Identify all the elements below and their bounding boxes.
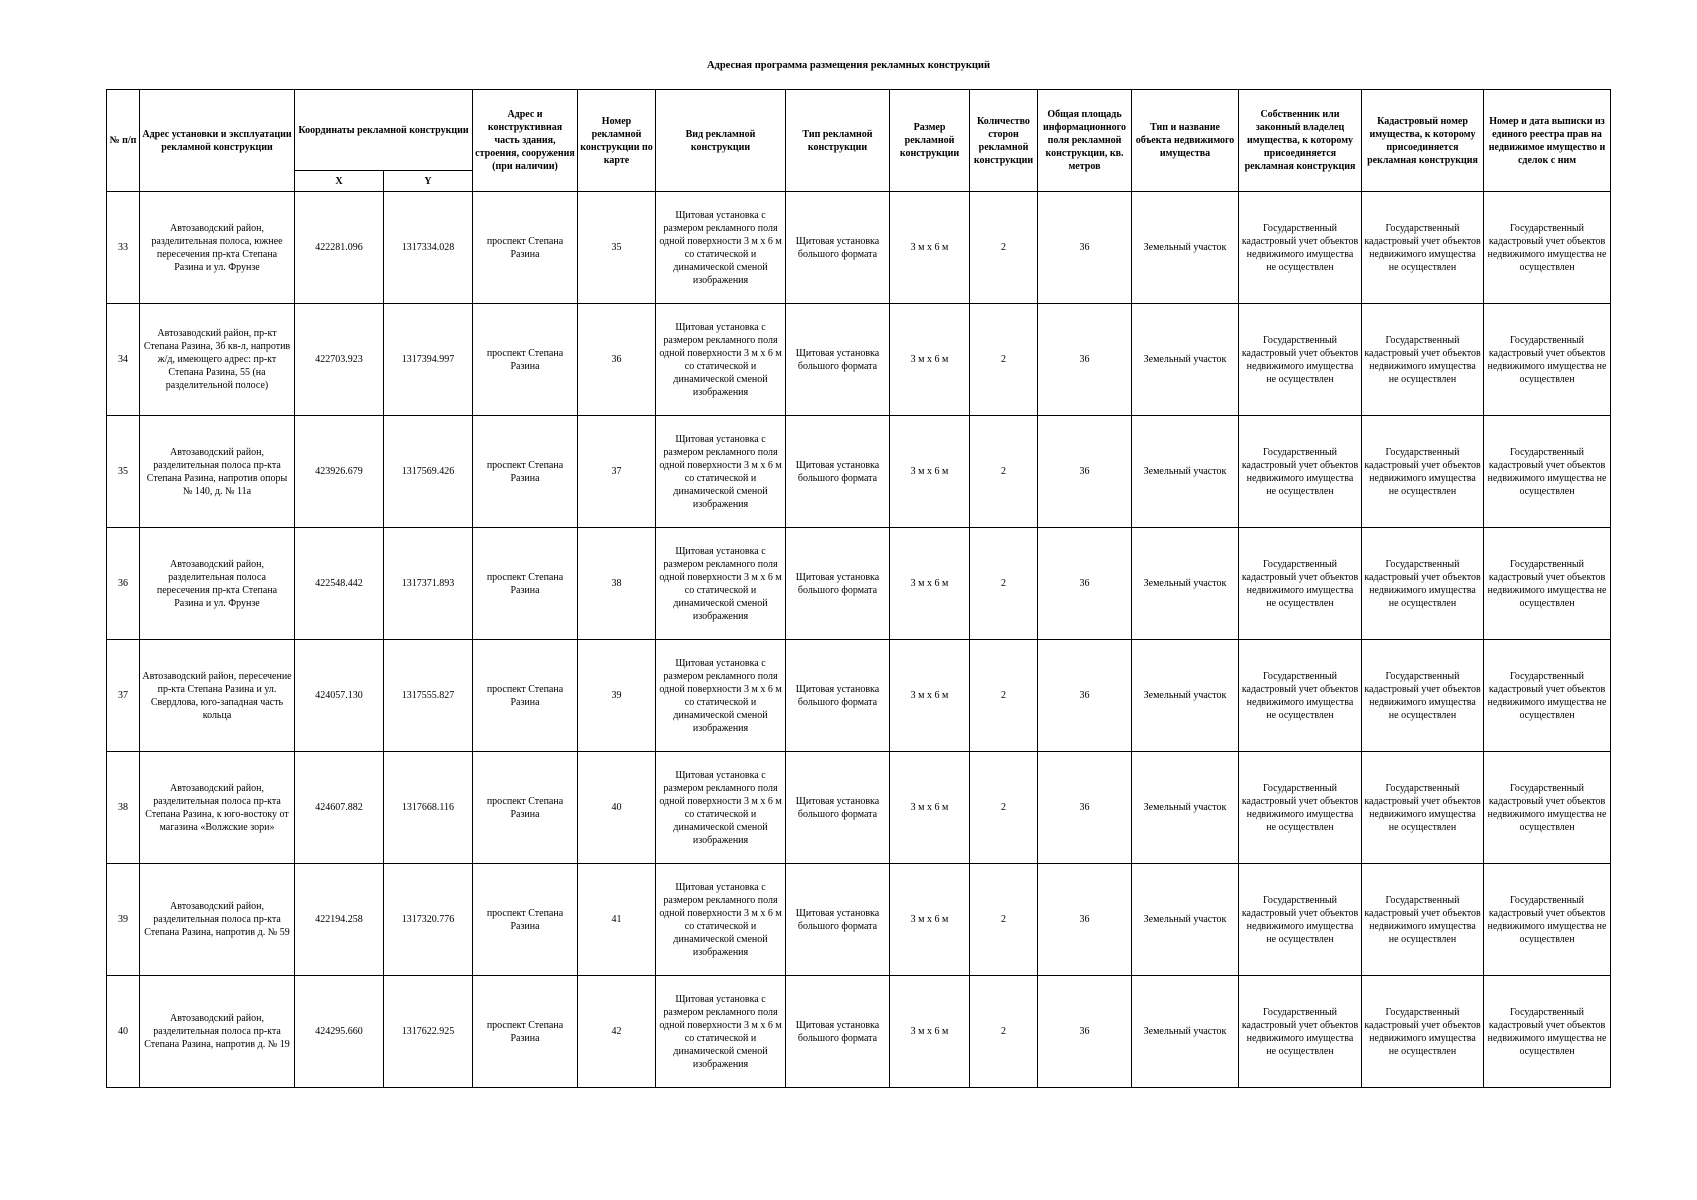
cell-size: 3 м х 6 м <box>890 752 970 864</box>
cell-property: Земельный участок <box>1132 864 1239 976</box>
cell-num: 35 <box>107 416 140 528</box>
table-header <box>107 90 1611 192</box>
cell-map-number: 40 <box>578 752 656 864</box>
cell-building: проспект Степана Разина <box>473 304 578 416</box>
cell-num: 37 <box>107 640 140 752</box>
cell-address: Автозаводский район, пр-кт Степана Разина, 3б кв-л, напротив ж/д, имеющего адрес: пр-кт Степана Разина, 55 (на разделительной полосе) <box>140 304 295 416</box>
cell-sides: 2 <box>970 640 1038 752</box>
cell-map-number: 36 <box>578 304 656 416</box>
cell-size: 3 м х 6 м <box>890 304 970 416</box>
cell-registry: Государственный кадастровый учет объектов недвижимого имущества не осуществлен <box>1484 976 1611 1088</box>
cell-type: Щитовая установка большого формата <box>786 640 890 752</box>
cell-type: Щитовая установка большого формата <box>786 416 890 528</box>
cell-registry: Государственный кадастровый учет объектов недвижимого имущества не осуществлен <box>1484 528 1611 640</box>
cell-type: Щитовая установка большого формата <box>786 976 890 1088</box>
cell-kind: Щитовая установка с размером рекламного поля одной поверхности 3 м х 6 м со статической и динамической сменой изображения <box>656 528 786 640</box>
table-row <box>107 640 1611 752</box>
cell-sides: 2 <box>970 976 1038 1088</box>
col-header-kind: Вид рекламной конструкции <box>656 90 786 192</box>
cell-size: 3 м х 6 м <box>890 528 970 640</box>
cell-area: 36 <box>1038 640 1132 752</box>
cell-building: проспект Степана Разина <box>473 752 578 864</box>
cell-cadastral: Государственный кадастровый учет объектов недвижимого имущества не осуществлен <box>1362 528 1484 640</box>
cell-building: проспект Степана Разина <box>473 528 578 640</box>
cell-cadastral: Государственный кадастровый учет объектов недвижимого имущества не осуществлен <box>1362 640 1484 752</box>
cell-building: проспект Степана Разина <box>473 976 578 1088</box>
cell-kind: Щитовая установка с размером рекламного поля одной поверхности 3 м х 6 м со статической и динамической сменой изображения <box>656 864 786 976</box>
cell-size: 3 м х 6 м <box>890 416 970 528</box>
cell-cadastral: Государственный кадастровый учет объектов недвижимого имущества не осуществлен <box>1362 416 1484 528</box>
cell-y: 1317569.426 <box>384 416 473 528</box>
cell-kind: Щитовая установка с размером рекламного поля одной поверхности 3 м х 6 м со статической и динамической сменой изображения <box>656 192 786 304</box>
cell-owner: Государственный кадастровый учет объектов недвижимого имущества не осуществлен <box>1239 304 1362 416</box>
cell-building: проспект Степана Разина <box>473 192 578 304</box>
cell-x: 422281.096 <box>295 192 384 304</box>
cell-map-number: 39 <box>578 640 656 752</box>
cell-sides: 2 <box>970 864 1038 976</box>
cell-size: 3 м х 6 м <box>890 976 970 1088</box>
table-row <box>107 864 1611 976</box>
cell-num: 38 <box>107 752 140 864</box>
cell-area: 36 <box>1038 416 1132 528</box>
cell-sides: 2 <box>970 528 1038 640</box>
cell-area: 36 <box>1038 304 1132 416</box>
col-header-type: Тип рекламной конструкции <box>786 90 890 192</box>
document-title: Адресная программа размещения рекламных конструкций <box>706 60 991 71</box>
cell-registry: Государственный кадастровый учет объектов недвижимого имущества не осуществлен <box>1484 752 1611 864</box>
cell-registry: Государственный кадастровый учет объектов недвижимого имущества не осуществлен <box>1484 304 1611 416</box>
col-header-x: X <box>295 171 384 192</box>
cell-address: Автозаводский район, разделительная полоса пр-кта Степана Разина, напротив д. № 19 <box>140 976 295 1088</box>
table-row <box>107 192 1611 304</box>
cell-address: Автозаводский район, разделительная полоса пр-кта Степана Разина, к юго-востоку от магазина «Волжские зори» <box>140 752 295 864</box>
cell-cadastral: Государственный кадастровый учет объектов недвижимого имущества не осуществлен <box>1362 752 1484 864</box>
cell-y: 1317334.028 <box>384 192 473 304</box>
cell-area: 36 <box>1038 528 1132 640</box>
col-header-address: Адрес установки и эксплуатации рекламной конструкции <box>140 90 295 192</box>
cell-map-number: 37 <box>578 416 656 528</box>
col-header-size: Размер рекламной конструкции <box>890 90 970 192</box>
cell-address: Автозаводский район, разделительная полоса пересечения пр-кта Степана Разина и ул. Фрунзе <box>140 528 295 640</box>
cell-kind: Щитовая установка с размером рекламного поля одной поверхности 3 м х 6 м со статической и динамической сменой изображения <box>656 416 786 528</box>
cell-owner: Государственный кадастровый учет объектов недвижимого имущества не осуществлен <box>1239 528 1362 640</box>
col-header-y: Y <box>384 171 473 192</box>
cell-map-number: 42 <box>578 976 656 1088</box>
cell-y: 1317320.776 <box>384 864 473 976</box>
col-header-area: Общая площадь информационного поля рекламной конструкции, кв. метров <box>1038 90 1132 192</box>
cell-map-number: 41 <box>578 864 656 976</box>
cell-type: Щитовая установка большого формата <box>786 864 890 976</box>
cell-x: 424057.130 <box>295 640 384 752</box>
cell-sides: 2 <box>970 304 1038 416</box>
cell-owner: Государственный кадастровый учет объектов недвижимого имущества не осуществлен <box>1239 192 1362 304</box>
cell-registry: Государственный кадастровый учет объектов недвижимого имущества не осуществлен <box>1484 864 1611 976</box>
cell-address: Автозаводский район, разделительная полоса, южнее пересечения пр-кта Степана Разина и ул. Фрунзе <box>140 192 295 304</box>
cell-property: Земельный участок <box>1132 528 1239 640</box>
cell-x: 422194.258 <box>295 864 384 976</box>
cell-num: 36 <box>107 528 140 640</box>
cell-property: Земельный участок <box>1132 304 1239 416</box>
col-header-num: № п/п <box>107 90 140 192</box>
cell-area: 36 <box>1038 752 1132 864</box>
cell-size: 3 м х 6 м <box>890 864 970 976</box>
cell-map-number: 38 <box>578 528 656 640</box>
cell-owner: Государственный кадастровый учет объектов недвижимого имущества не осуществлен <box>1239 976 1362 1088</box>
cell-x: 424295.660 <box>295 976 384 1088</box>
cell-owner: Государственный кадастровый учет объектов недвижимого имущества не осуществлен <box>1239 416 1362 528</box>
cell-x: 422703.923 <box>295 304 384 416</box>
table-row <box>107 528 1611 640</box>
cell-y: 1317371.893 <box>384 528 473 640</box>
cell-type: Щитовая установка большого формата <box>786 752 890 864</box>
cell-building: проспект Степана Разина <box>473 864 578 976</box>
cell-x: 422548.442 <box>295 528 384 640</box>
cell-cadastral: Государственный кадастровый учет объектов недвижимого имущества не осуществлен <box>1362 304 1484 416</box>
cell-address: Автозаводский район, разделительная полоса пр-кта Степана Разина, напротив д. № 59 <box>140 864 295 976</box>
cell-registry: Государственный кадастровый учет объектов недвижимого имущества не осуществлен <box>1484 416 1611 528</box>
cell-cadastral: Государственный кадастровый учет объектов недвижимого имущества не осуществлен <box>1362 192 1484 304</box>
cell-size: 3 м х 6 м <box>890 640 970 752</box>
cell-sides: 2 <box>970 752 1038 864</box>
cell-y: 1317668.116 <box>384 752 473 864</box>
cell-property: Земельный участок <box>1132 640 1239 752</box>
cell-property: Земельный участок <box>1132 416 1239 528</box>
col-header-owner: Собственник или законный владелец имущества, к которому присоединяется рекламная конструкция <box>1239 90 1362 192</box>
cell-area: 36 <box>1038 192 1132 304</box>
table-row <box>107 976 1611 1088</box>
col-header-building: Адрес и конструктивная часть здания, строения, сооружения (при наличии) <box>473 90 578 192</box>
col-header-cadastral: Кадастровый номер имущества, к которому присоединяется рекламная конструкция <box>1362 90 1484 192</box>
cell-property: Земельный участок <box>1132 752 1239 864</box>
cell-sides: 2 <box>970 192 1038 304</box>
cell-kind: Щитовая установка с размером рекламного поля одной поверхности 3 м х 6 м со статической и динамической сменой изображения <box>656 752 786 864</box>
cell-x: 424607.882 <box>295 752 384 864</box>
cell-owner: Государственный кадастровый учет объектов недвижимого имущества не осуществлен <box>1239 752 1362 864</box>
cell-x: 423926.679 <box>295 416 384 528</box>
table-body <box>107 192 1611 1088</box>
cell-address: Автозаводский район, пересечение пр-кта Степана Разина и ул. Свердлова, юго-западная часть кольца <box>140 640 295 752</box>
cell-y: 1317555.827 <box>384 640 473 752</box>
cell-num: 40 <box>107 976 140 1088</box>
cell-num: 33 <box>107 192 140 304</box>
col-header-coords: Координаты рекламной конструкции <box>295 90 473 171</box>
cell-building: проспект Степана Разина <box>473 640 578 752</box>
cell-kind: Щитовая установка с размером рекламного поля одной поверхности 3 м х 6 м со статической и динамической сменой изображения <box>656 640 786 752</box>
cell-num: 34 <box>107 304 140 416</box>
col-header-map-number: Номер рекламной конструкции по карте <box>578 90 656 192</box>
cell-property: Земельный участок <box>1132 192 1239 304</box>
col-header-property: Тип и название объекта недвижимого имущества <box>1132 90 1239 192</box>
advertising-program-table <box>106 89 1611 1088</box>
cell-owner: Государственный кадастровый учет объектов недвижимого имущества не осуществлен <box>1239 640 1362 752</box>
cell-area: 36 <box>1038 976 1132 1088</box>
cell-registry: Государственный кадастровый учет объектов недвижимого имущества не осуществлен <box>1484 640 1611 752</box>
cell-kind: Щитовая установка с размером рекламного поля одной поверхности 3 м х 6 м со статической и динамической сменой изображения <box>656 304 786 416</box>
cell-kind: Щитовая установка с размером рекламного поля одной поверхности 3 м х 6 м со статической и динамической сменой изображения <box>656 976 786 1088</box>
cell-num: 39 <box>107 864 140 976</box>
cell-map-number: 35 <box>578 192 656 304</box>
table-row <box>107 304 1611 416</box>
cell-property: Земельный участок <box>1132 976 1239 1088</box>
cell-type: Щитовая установка большого формата <box>786 192 890 304</box>
col-header-sides: Количество сторон рекламной конструкции <box>970 90 1038 192</box>
table-row <box>107 752 1611 864</box>
col-header-registry: Номер и дата выписки из единого реестра прав на недвижимое имущество и сделок с ним <box>1484 90 1611 192</box>
cell-y: 1317394.997 <box>384 304 473 416</box>
header-row <box>107 90 1611 171</box>
cell-type: Щитовая установка большого формата <box>786 304 890 416</box>
cell-building: проспект Степана Разина <box>473 416 578 528</box>
cell-area: 36 <box>1038 864 1132 976</box>
table-row <box>107 416 1611 528</box>
cell-sides: 2 <box>970 416 1038 528</box>
cell-cadastral: Государственный кадастровый учет объектов недвижимого имущества не осуществлен <box>1362 976 1484 1088</box>
cell-registry: Государственный кадастровый учет объектов недвижимого имущества не осуществлен <box>1484 192 1611 304</box>
cell-y: 1317622.925 <box>384 976 473 1088</box>
cell-owner: Государственный кадастровый учет объектов недвижимого имущества не осуществлен <box>1239 864 1362 976</box>
cell-cadastral: Государственный кадастровый учет объектов недвижимого имущества не осуществлен <box>1362 864 1484 976</box>
cell-type: Щитовая установка большого формата <box>786 528 890 640</box>
cell-size: 3 м х 6 м <box>890 192 970 304</box>
cell-address: Автозаводский район, разделительная полоса пр-кта Степана Разина, напротив опоры № 140, д. № 11а <box>140 416 295 528</box>
